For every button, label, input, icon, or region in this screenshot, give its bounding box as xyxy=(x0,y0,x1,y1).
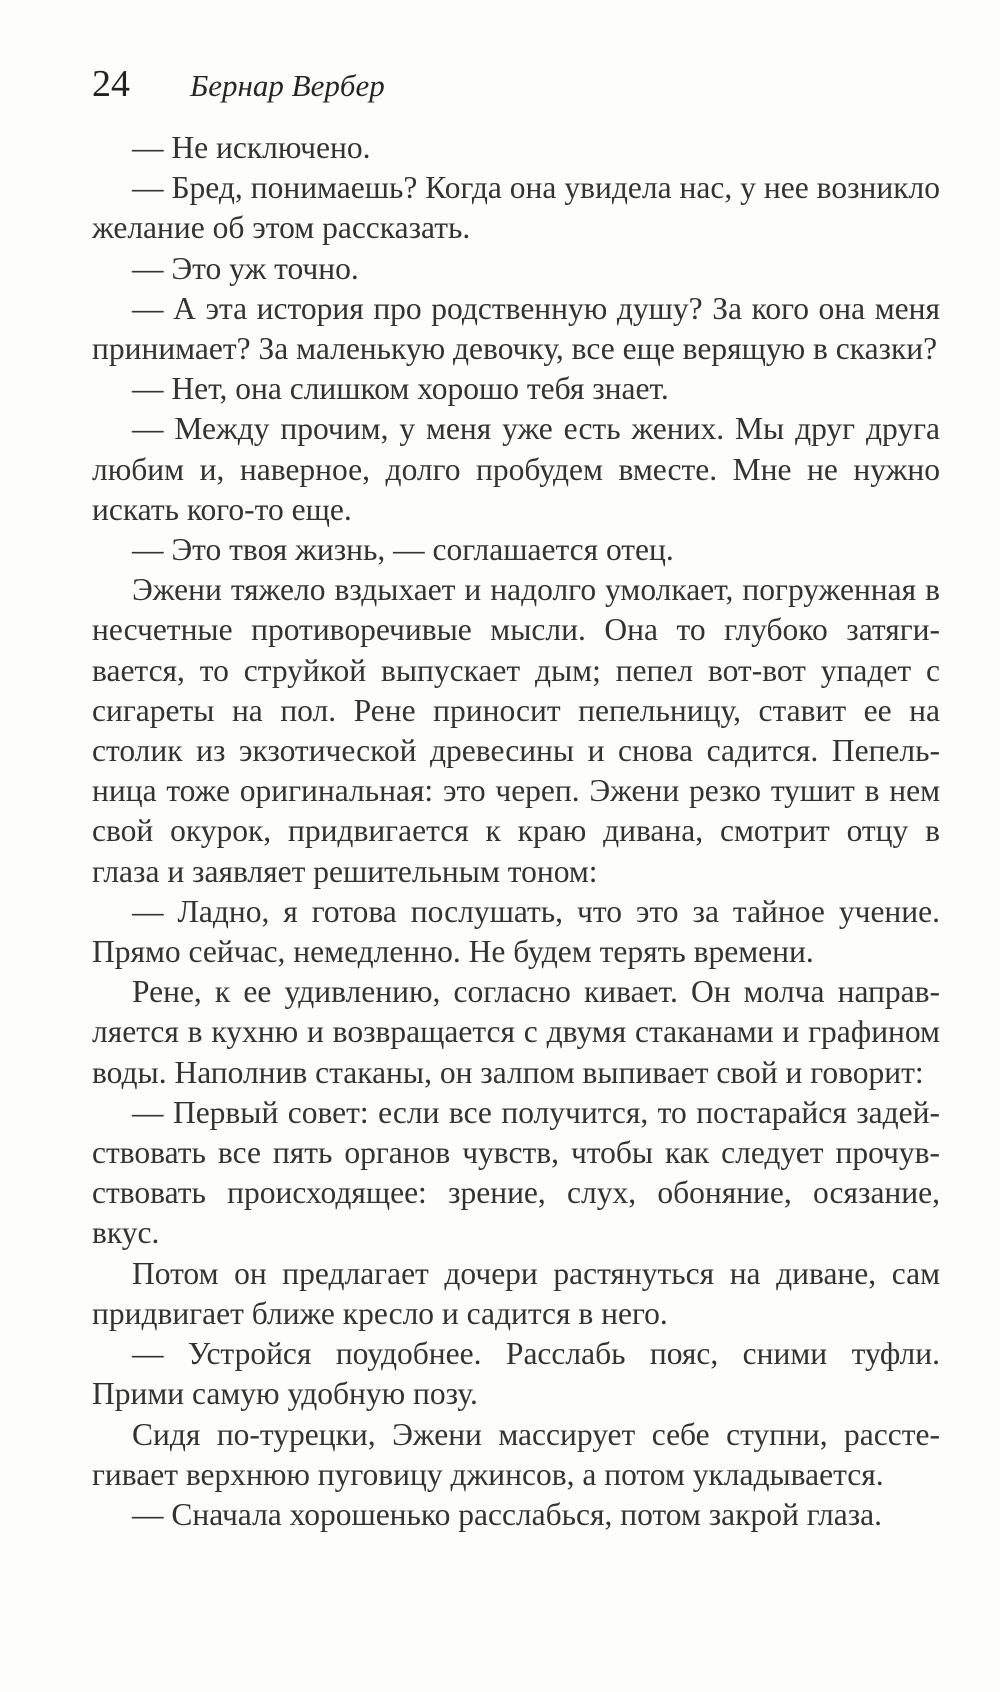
paragraph: — Между прочим, у меня уже есть жених. Мы друг друга любим и, наверное, долго пробудем вместе. Мне не нужно искать кого-то еще. xyxy=(92,411,940,527)
paragraph: — Это уж точно. xyxy=(132,250,359,286)
paragraph: — Ладно, я готова послушать, что это за тайное учение. Прямо сейчас, немедленно. Не будем терять времени. xyxy=(92,893,940,970)
page-header xyxy=(92,62,385,108)
paragraph: Сидя по-турецки, Эжени массирует себе ступни, расстегивает верхнюю пуговицу джинсов, а потом укладывается. xyxy=(92,1416,940,1492)
paragraph: Рене, к ее удивлению, согласно кивает. Он молча направляется в кухню и возвращается с двумя стаканами и графином воды. Наполнив стаканы, он залпом выпивает свой и говорит: xyxy=(92,974,940,1090)
paragraph: — Не исключено. xyxy=(132,130,371,165)
paragraph: — Это твоя жизнь, — соглашается отец. xyxy=(132,532,674,568)
paragraph: Эжени тяжело вздыхает и надолго умолкает, погруженная в несчетные противоречивые мысли. Она то глубоко затягивается, то струйкой выпускает дым; пепел вот-вот упадет с сигареты на пол. Рене приносит пепельницу, ставит ее на столик из экзотической древесины и снова садится. Пепельница тоже оригинальная: это череп. Эжени резко тушит в нем свой окурок, придвигается к краю дивана, смотрит отцу в глаза и заявляет решительным тоном: xyxy=(92,572,940,889)
paragraph: — Сначала хорошенько расслабься, потом закрой глаза. xyxy=(132,1496,883,1532)
paragraph: — Первый совет: если все получится, то постарайся задействовать все пять органов чувств, чтобы как следует прочувствовать происходящее: зрение, слух, обоняние, осязание, вкус. xyxy=(92,1094,940,1251)
page-number: 24 xyxy=(92,63,130,105)
paragraph: — А эта история про родственную душу? За кого она меня принимает? За маленькую девочку, все еще верящую в сказки? xyxy=(92,290,940,367)
running-title: Бернар Вербер xyxy=(190,68,385,103)
paragraph: Потом он предлагает дочери растянуться на диване, сам придвигает ближе кресло и садится в него. xyxy=(92,1255,940,1331)
body-text xyxy=(92,128,940,1535)
paragraph: — Нет, она слишком хорошо тебя знает. xyxy=(132,371,669,407)
paragraph: — Бред, понимаешь? Когда она увидела нас, у нее возникло желание об этом рассказать. xyxy=(92,170,940,246)
paragraph: — Устройся поудобнее. Расслабь пояс, сними туфли. Прими самую удобную позу. xyxy=(92,1336,940,1412)
